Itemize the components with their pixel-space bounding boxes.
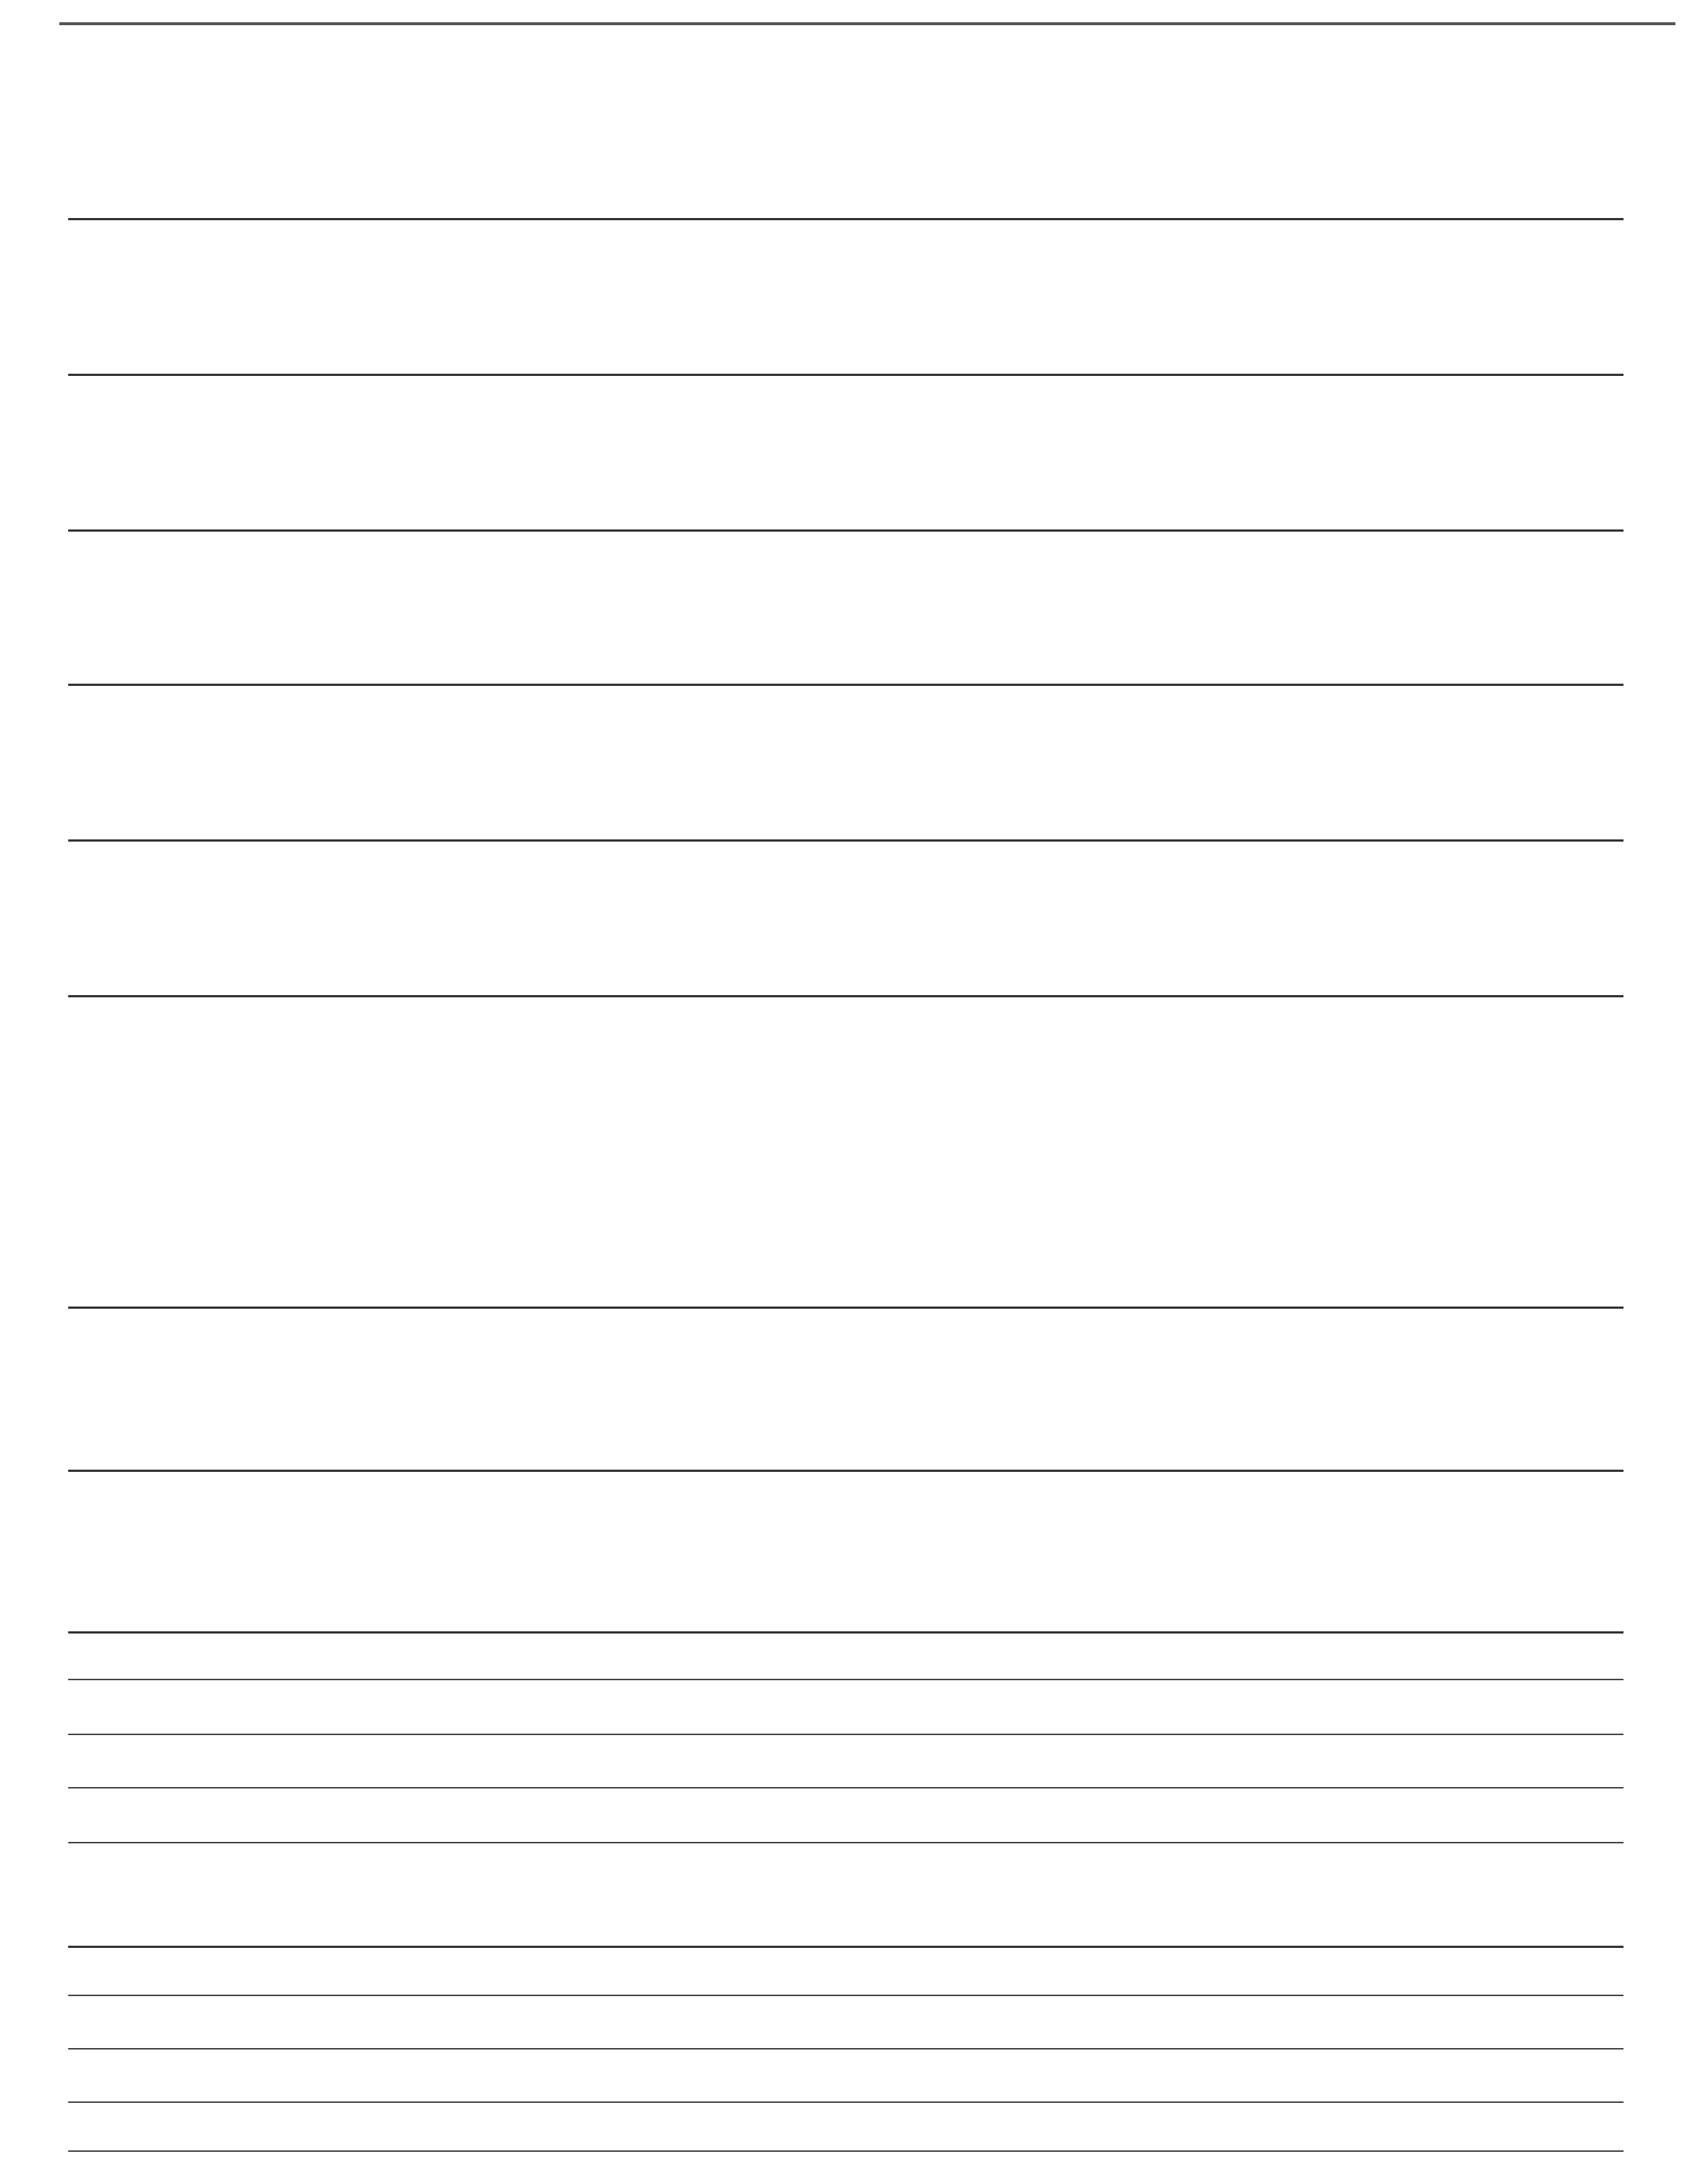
q7-rule [68,1307,1623,1309]
q4-rule [68,684,1623,686]
q1-rule [68,218,1623,220]
q5-rule [68,839,1623,842]
q10-line-3 [68,2101,1623,2103]
q9-rule [68,1631,1623,1634]
q9-line-4 [68,1842,1623,1843]
q10-line-1 [68,1995,1623,1996]
q6-rule [68,995,1623,997]
q8-rule [68,1470,1623,1472]
q9-line-1 [68,1679,1623,1680]
q10-line-4 [68,2150,1623,2152]
q10-rule [68,1946,1623,1948]
q2-rule [68,374,1623,376]
q10-line-2 [68,2048,1623,2050]
top-border [59,22,1675,25]
q3-rule [68,529,1623,532]
q9-line-3 [68,1787,1623,1789]
q9-line-2 [68,1734,1623,1735]
